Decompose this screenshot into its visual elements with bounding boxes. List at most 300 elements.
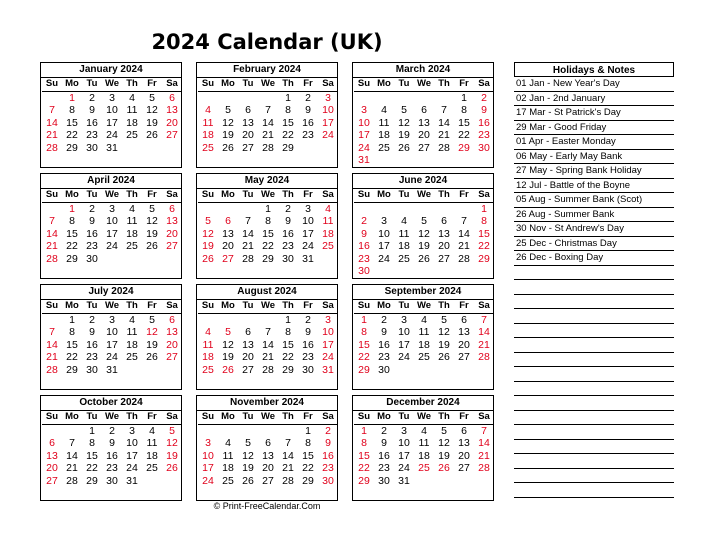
day-cell: 7	[441, 104, 447, 116]
day-grid	[198, 78, 337, 154]
day-cell: 4	[129, 91, 135, 104]
day-cell: 25	[398, 252, 410, 265]
day-cell: 4	[401, 215, 407, 227]
weekday-header: Su	[45, 300, 59, 311]
empty-day-cell	[454, 154, 474, 167]
empty-day-cell	[434, 265, 454, 278]
day-cell: 13	[458, 437, 470, 449]
day-cell: 15	[86, 449, 98, 462]
day-cell: 17	[106, 116, 118, 129]
day-cell: 31	[106, 363, 118, 376]
holiday-item: 01 Apr - Easter Monday	[514, 135, 674, 150]
day-cell: 17	[398, 338, 410, 351]
day-cell: 8	[89, 437, 95, 449]
holidays-notes-panel	[514, 62, 674, 498]
weekday-header: Fr	[147, 189, 157, 200]
day-grid	[354, 300, 493, 376]
empty-day-cell	[122, 253, 142, 266]
empty-day-cell	[142, 475, 162, 488]
empty-day-cell	[198, 92, 218, 105]
day-cell: 9	[481, 104, 487, 116]
day-cell: 3	[401, 313, 407, 326]
day-cell: 20	[242, 351, 254, 363]
weekday-header: Tu	[242, 189, 254, 200]
day-cell: 9	[89, 215, 95, 227]
month-name: February 2024	[197, 63, 337, 78]
note-line	[514, 353, 674, 368]
month-name: June 2024	[353, 174, 493, 189]
month-calendar	[40, 395, 182, 501]
weekday-header: Su	[45, 189, 59, 200]
day-cell: 19	[222, 129, 234, 141]
day-cell: 15	[262, 227, 274, 240]
day-cell: 29	[478, 252, 490, 265]
day-cell: 6	[169, 313, 175, 326]
month-name: November 2024	[197, 396, 337, 411]
day-cell: 23	[86, 129, 98, 141]
day-cell: 12	[146, 215, 158, 227]
footer-credit[interactable]: © Print-FreeCalendar.Com	[213, 501, 321, 511]
day-cell: 3	[109, 91, 115, 104]
empty-day-cell	[414, 92, 434, 105]
day-cell: 28	[46, 363, 58, 376]
holiday-item: 30 Nov - St Andrew's Day	[514, 222, 674, 237]
weekday-header: Tu	[242, 411, 254, 422]
note-line	[514, 440, 674, 455]
holidays-heading: Holidays & Notes	[514, 62, 674, 77]
empty-day-cell	[218, 92, 238, 105]
weekday-header: We	[260, 411, 276, 422]
month-calendar	[196, 284, 338, 390]
day-cell: 29	[358, 474, 370, 487]
day-cell: 25	[202, 363, 214, 376]
day-cell: 4	[421, 424, 427, 437]
empty-day-cell	[62, 425, 82, 438]
day-cell: 1	[69, 202, 75, 215]
day-cell: 27	[438, 252, 450, 265]
empty-day-cell	[354, 203, 374, 216]
day-cell: 2	[305, 313, 311, 326]
empty-day-cell	[162, 253, 182, 266]
empty-day-cell	[434, 475, 454, 488]
empty-day-cell	[258, 314, 278, 327]
note-line	[514, 411, 674, 426]
day-cell: 21	[438, 129, 450, 141]
day-cell: 16	[302, 338, 314, 351]
weekday-header: Tu	[242, 78, 254, 89]
day-cell: 24	[322, 351, 334, 363]
day-cell: 17	[358, 129, 370, 141]
day-cell: 31	[398, 474, 410, 487]
holiday-item: 26 Dec - Boxing Day	[514, 251, 674, 266]
day-cell: 7	[49, 215, 55, 227]
day-cell: 17	[302, 227, 314, 240]
day-cell: 19	[166, 449, 178, 462]
day-cell: 6	[169, 202, 175, 215]
month-calendar	[352, 284, 494, 390]
day-cell: 26	[166, 462, 178, 474]
day-cell: 3	[325, 313, 331, 326]
empty-day-cell	[298, 142, 318, 155]
day-cell: 9	[89, 326, 95, 338]
day-cell: 30	[302, 363, 314, 376]
day-cell: 12	[418, 227, 430, 240]
day-cell: 14	[262, 338, 274, 351]
day-cell: 12	[146, 104, 158, 116]
weekday-header: Su	[45, 78, 59, 89]
day-cell: 30	[378, 363, 390, 376]
day-cell: 11	[126, 326, 138, 338]
day-cell: 21	[46, 129, 58, 141]
month-calendar	[40, 173, 182, 279]
day-cell: 31	[322, 363, 334, 376]
day-cell: 29	[66, 252, 78, 265]
day-cell: 16	[378, 449, 390, 462]
weekday-header: Sa	[166, 189, 178, 200]
day-cell: 6	[461, 424, 467, 437]
weekday-header: Fr	[303, 411, 313, 422]
month-name: March 2024	[353, 63, 493, 78]
day-cell: 20	[458, 449, 470, 462]
day-cell: 13	[438, 227, 450, 240]
month-calendar	[196, 395, 338, 501]
weekday-header: Th	[126, 189, 138, 200]
empty-day-cell	[454, 203, 474, 216]
empty-day-cell	[238, 314, 258, 327]
day-cell: 10	[322, 104, 334, 116]
day-cell: 18	[202, 351, 214, 363]
day-cell: 19	[222, 351, 234, 363]
weekday-header: Fr	[147, 300, 157, 311]
day-cell: 6	[421, 104, 427, 116]
day-cell: 25	[418, 462, 430, 474]
day-cell: 23	[322, 462, 334, 474]
day-cell: 2	[89, 91, 95, 104]
note-line	[514, 469, 674, 484]
day-cell: 8	[361, 326, 367, 338]
day-cell: 24	[126, 462, 138, 474]
day-cell: 30	[86, 141, 98, 154]
day-cell: 7	[481, 424, 487, 437]
empty-day-cell	[238, 425, 258, 438]
day-cell: 4	[129, 202, 135, 215]
empty-day-cell	[434, 203, 454, 216]
day-cell: 14	[46, 116, 58, 129]
day-cell: 17	[378, 240, 390, 252]
note-line	[514, 324, 674, 339]
day-cell: 27	[166, 240, 178, 252]
day-cell: 25	[222, 474, 234, 487]
weekday-header: Sa	[166, 300, 178, 311]
day-cell: 30	[86, 363, 98, 376]
weekday-header: Th	[282, 300, 294, 311]
day-cell: 2	[109, 424, 115, 437]
day-cell: 29	[458, 141, 470, 154]
day-grid	[42, 189, 181, 265]
note-line	[514, 396, 674, 411]
day-cell: 24	[398, 351, 410, 363]
day-cell: 19	[146, 338, 158, 351]
day-cell: 26	[202, 252, 214, 265]
day-cell: 3	[109, 202, 115, 215]
day-cell: 12	[222, 338, 234, 351]
empty-day-cell	[162, 475, 182, 488]
day-cell: 7	[49, 104, 55, 116]
day-cell: 31	[106, 141, 118, 154]
month-calendar	[352, 62, 494, 168]
weekday-header: We	[104, 78, 120, 89]
day-cell: 10	[126, 437, 138, 449]
weekday-header: Tu	[398, 189, 410, 200]
day-cell: 13	[242, 116, 254, 129]
day-cell: 15	[66, 116, 78, 129]
empty-day-cell	[374, 92, 394, 105]
day-cell: 15	[358, 338, 370, 351]
day-cell: 11	[126, 104, 138, 116]
day-cell: 15	[66, 227, 78, 240]
weekday-header: Tu	[242, 300, 254, 311]
month-calendar	[352, 395, 494, 501]
day-cell: 11	[322, 215, 334, 227]
weekday-header: We	[104, 411, 120, 422]
empty-day-cell	[454, 475, 474, 488]
day-cell: 22	[282, 351, 294, 363]
day-cell: 21	[282, 462, 294, 474]
day-cell: 15	[282, 116, 294, 129]
month-name: September 2024	[353, 285, 493, 300]
day-cell: 18	[202, 129, 214, 141]
day-cell: 27	[242, 141, 254, 154]
day-cell: 1	[361, 313, 367, 326]
day-cell: 20	[166, 227, 178, 240]
day-cell: 12	[242, 449, 254, 462]
weekday-header: Mo	[377, 411, 391, 422]
day-cell: 1	[481, 202, 487, 215]
note-line	[514, 483, 674, 498]
weekday-header: Fr	[459, 300, 469, 311]
empty-day-cell	[42, 92, 62, 105]
day-cell: 29	[66, 141, 78, 154]
day-cell: 20	[166, 338, 178, 351]
day-cell: 2	[325, 424, 331, 437]
day-cell: 3	[305, 202, 311, 215]
day-cell: 22	[478, 240, 490, 252]
day-cell: 7	[245, 215, 251, 227]
day-cell: 16	[378, 338, 390, 351]
holiday-item: 01 Jan - New Year's Day	[514, 77, 674, 92]
month-calendar	[196, 173, 338, 279]
day-cell: 9	[109, 437, 115, 449]
day-cell: 8	[361, 437, 367, 449]
day-cell: 15	[458, 116, 470, 129]
day-cell: 11	[146, 437, 158, 449]
day-cell: 14	[242, 227, 254, 240]
day-cell: 8	[69, 215, 75, 227]
day-cell: 30	[378, 474, 390, 487]
weekday-header: Th	[282, 189, 294, 200]
day-cell: 17	[322, 338, 334, 351]
day-cell: 29	[282, 363, 294, 376]
empty-day-cell	[162, 364, 182, 377]
weekday-header: Sa	[478, 189, 490, 200]
day-cell: 17	[322, 116, 334, 129]
day-cell: 25	[322, 240, 334, 252]
weekday-header: Tu	[398, 300, 410, 311]
empty-day-cell	[318, 142, 338, 155]
day-cell: 29	[358, 363, 370, 376]
weekday-header: Sa	[322, 78, 334, 89]
empty-day-cell	[354, 92, 374, 105]
empty-day-cell	[218, 314, 238, 327]
day-cell: 10	[398, 326, 410, 338]
weekday-header: Su	[201, 189, 215, 200]
day-cell: 24	[302, 240, 314, 252]
day-cell: 27	[46, 474, 58, 487]
weekday-header: Mo	[377, 189, 391, 200]
day-cell: 17	[398, 449, 410, 462]
day-cell: 2	[305, 91, 311, 104]
empty-day-cell	[238, 203, 258, 216]
day-cell: 20	[418, 129, 430, 141]
month-name: October 2024	[41, 396, 181, 411]
day-cell: 4	[129, 313, 135, 326]
day-cell: 9	[305, 326, 311, 338]
weekday-header: Sa	[322, 189, 334, 200]
day-cell: 10	[378, 227, 390, 240]
day-cell: 3	[381, 215, 387, 227]
day-cell: 18	[126, 338, 138, 351]
day-grid	[42, 411, 181, 487]
day-cell: 10	[398, 437, 410, 449]
weekday-header: Sa	[322, 300, 334, 311]
day-grid	[354, 78, 493, 167]
empty-day-cell	[414, 475, 434, 488]
weekday-header: Su	[357, 411, 371, 422]
weekday-header: Su	[201, 300, 215, 311]
day-cell: 18	[418, 338, 430, 351]
day-cell: 21	[46, 351, 58, 363]
day-cell: 8	[481, 215, 487, 227]
day-cell: 6	[225, 215, 231, 227]
day-cell: 11	[378, 116, 390, 129]
weekday-header: Sa	[478, 300, 490, 311]
day-cell: 11	[418, 326, 430, 338]
day-cell: 23	[86, 351, 98, 363]
day-cell: 10	[322, 326, 334, 338]
day-cell: 18	[398, 240, 410, 252]
empty-day-cell	[142, 364, 162, 377]
day-cell: 3	[205, 437, 211, 449]
weekday-header: Fr	[459, 78, 469, 89]
weekday-header: Fr	[303, 300, 313, 311]
holiday-item: 05 Aug - Summer Bank (Scot)	[514, 193, 674, 208]
day-cell: 21	[242, 240, 254, 252]
day-cell: 10	[106, 326, 118, 338]
note-line	[514, 425, 674, 440]
holiday-item: 02 Jan - 2nd January	[514, 92, 674, 107]
month-name: July 2024	[41, 285, 181, 300]
empty-day-cell	[474, 364, 494, 377]
holiday-item: 25 Dec - Christmas Day	[514, 237, 674, 252]
day-cell: 22	[358, 462, 370, 474]
day-cell: 4	[225, 437, 231, 449]
day-cell: 8	[461, 104, 467, 116]
empty-day-cell	[198, 425, 218, 438]
day-cell: 27	[166, 351, 178, 363]
day-cell: 27	[242, 363, 254, 376]
weekday-header: Mo	[65, 300, 79, 311]
weekday-header: Sa	[322, 411, 334, 422]
day-cell: 24	[322, 129, 334, 141]
day-cell: 26	[146, 240, 158, 252]
weekday-header: Tu	[398, 411, 410, 422]
day-cell: 29	[86, 474, 98, 487]
day-cell: 24	[378, 252, 390, 265]
day-cell: 12	[222, 116, 234, 129]
day-cell: 18	[322, 227, 334, 240]
day-cell: 23	[378, 462, 390, 474]
empty-day-cell	[162, 142, 182, 155]
day-grid	[354, 411, 493, 487]
day-cell: 19	[418, 240, 430, 252]
day-cell: 15	[282, 338, 294, 351]
weekday-header: Th	[282, 411, 294, 422]
page-title: 2024 Calendar (UK)	[151, 30, 383, 54]
day-cell: 11	[202, 338, 214, 351]
day-grid	[42, 78, 181, 154]
day-cell: 9	[325, 437, 331, 449]
day-cell: 25	[126, 351, 138, 363]
day-cell: 15	[358, 449, 370, 462]
day-cell: 26	[242, 474, 254, 487]
day-cell: 8	[285, 104, 291, 116]
weekday-header: Mo	[377, 300, 391, 311]
day-cell: 21	[478, 449, 490, 462]
day-cell: 4	[149, 424, 155, 437]
day-cell: 7	[285, 437, 291, 449]
note-line	[514, 338, 674, 353]
day-cell: 9	[361, 227, 367, 240]
day-cell: 10	[202, 449, 214, 462]
weekday-header: Su	[357, 78, 371, 89]
day-cell: 12	[166, 437, 178, 449]
day-cell: 18	[378, 129, 390, 141]
day-cell: 24	[202, 474, 214, 487]
day-cell: 4	[325, 202, 331, 215]
day-cell: 27	[418, 141, 430, 154]
day-cell: 19	[146, 227, 158, 240]
day-cell: 1	[461, 91, 467, 104]
day-cell: 18	[126, 227, 138, 240]
month-name: August 2024	[197, 285, 337, 300]
weekday-header: Fr	[303, 78, 313, 89]
day-cell: 27	[458, 462, 470, 474]
weekday-header: Th	[126, 78, 138, 89]
day-cell: 6	[245, 326, 251, 338]
day-cell: 17	[126, 449, 138, 462]
day-cell: 16	[358, 240, 370, 252]
day-cell: 8	[69, 104, 75, 116]
empty-day-cell	[218, 425, 238, 438]
day-cell: 8	[265, 215, 271, 227]
day-cell: 30	[86, 252, 98, 265]
day-cell: 18	[222, 462, 234, 474]
empty-day-cell	[278, 425, 298, 438]
day-cell: 15	[302, 449, 314, 462]
day-cell: 28	[458, 252, 470, 265]
day-cell: 3	[129, 424, 135, 437]
day-cell: 17	[106, 338, 118, 351]
